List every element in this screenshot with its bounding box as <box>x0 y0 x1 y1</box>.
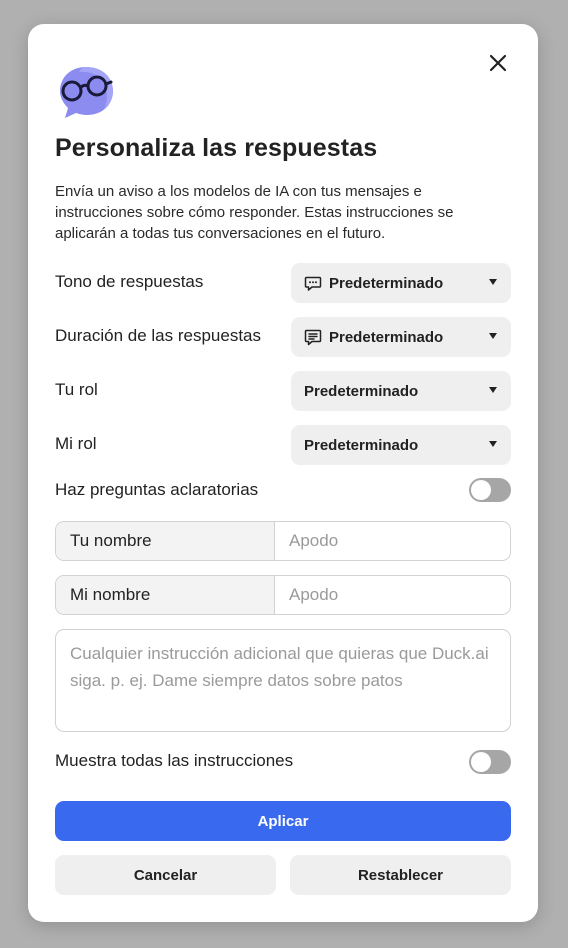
additional-instructions-textarea[interactable] <box>55 629 511 732</box>
my-name-field <box>55 575 511 615</box>
show-all-instructions-label: Muestra todas las instrucciones <box>55 751 294 770</box>
toggle-knob <box>471 752 491 772</box>
show-all-instructions-toggle[interactable] <box>469 750 511 774</box>
your-name-label: Tu nombre <box>56 522 275 560</box>
length-select[interactable] <box>291 317 511 357</box>
clarifying-questions-label: Haz preguntas aclaratorias <box>55 480 259 499</box>
customize-responses-dialog <box>28 24 538 922</box>
clarifying-questions-toggle[interactable] <box>469 478 511 502</box>
your-name-field <box>55 521 511 561</box>
chevron-down-icon <box>489 441 497 447</box>
your-role-select[interactable] <box>291 371 511 411</box>
tone-value: Predeterminado <box>329 274 444 292</box>
my-role-value: Predeterminado <box>304 436 419 454</box>
length-label: Duración de las respuestas <box>55 326 262 345</box>
text-lines-icon <box>304 328 322 346</box>
my-role-select[interactable] <box>291 425 511 465</box>
your-role-value: Predeterminado <box>304 382 419 400</box>
your-name-input[interactable] <box>275 522 510 560</box>
my-role-label: Mi rol <box>55 434 97 453</box>
my-name-input[interactable] <box>275 576 510 614</box>
tone-select[interactable] <box>291 263 511 303</box>
cancel-button[interactable]: Cancelar <box>55 855 276 895</box>
your-role-label: Tu rol <box>55 380 98 399</box>
apply-button[interactable]: Aplicar <box>55 801 511 841</box>
chevron-down-icon <box>489 333 497 339</box>
close-button[interactable] <box>486 51 510 75</box>
speech-bubble-icon <box>304 274 322 292</box>
my-name-label: Mi nombre <box>56 576 275 614</box>
reset-button[interactable]: Restablecer <box>290 855 511 895</box>
chevron-down-icon <box>489 387 497 393</box>
dialog-title: Personaliza las respuestas <box>55 134 378 162</box>
toggle-knob <box>471 480 491 500</box>
tone-label: Tono de respuestas <box>55 272 204 291</box>
length-value: Predeterminado <box>329 328 444 346</box>
chevron-down-icon <box>489 279 497 285</box>
dialog-description: Envía un aviso a los modelos de IA con tus mensajes e instrucciones sobre cómo responder. Estas instrucciones se aplicarán a todas tus conversaciones en el futuro. <box>55 183 454 242</box>
duck-ai-glasses-logo <box>57 63 115 121</box>
close-icon <box>486 51 510 75</box>
